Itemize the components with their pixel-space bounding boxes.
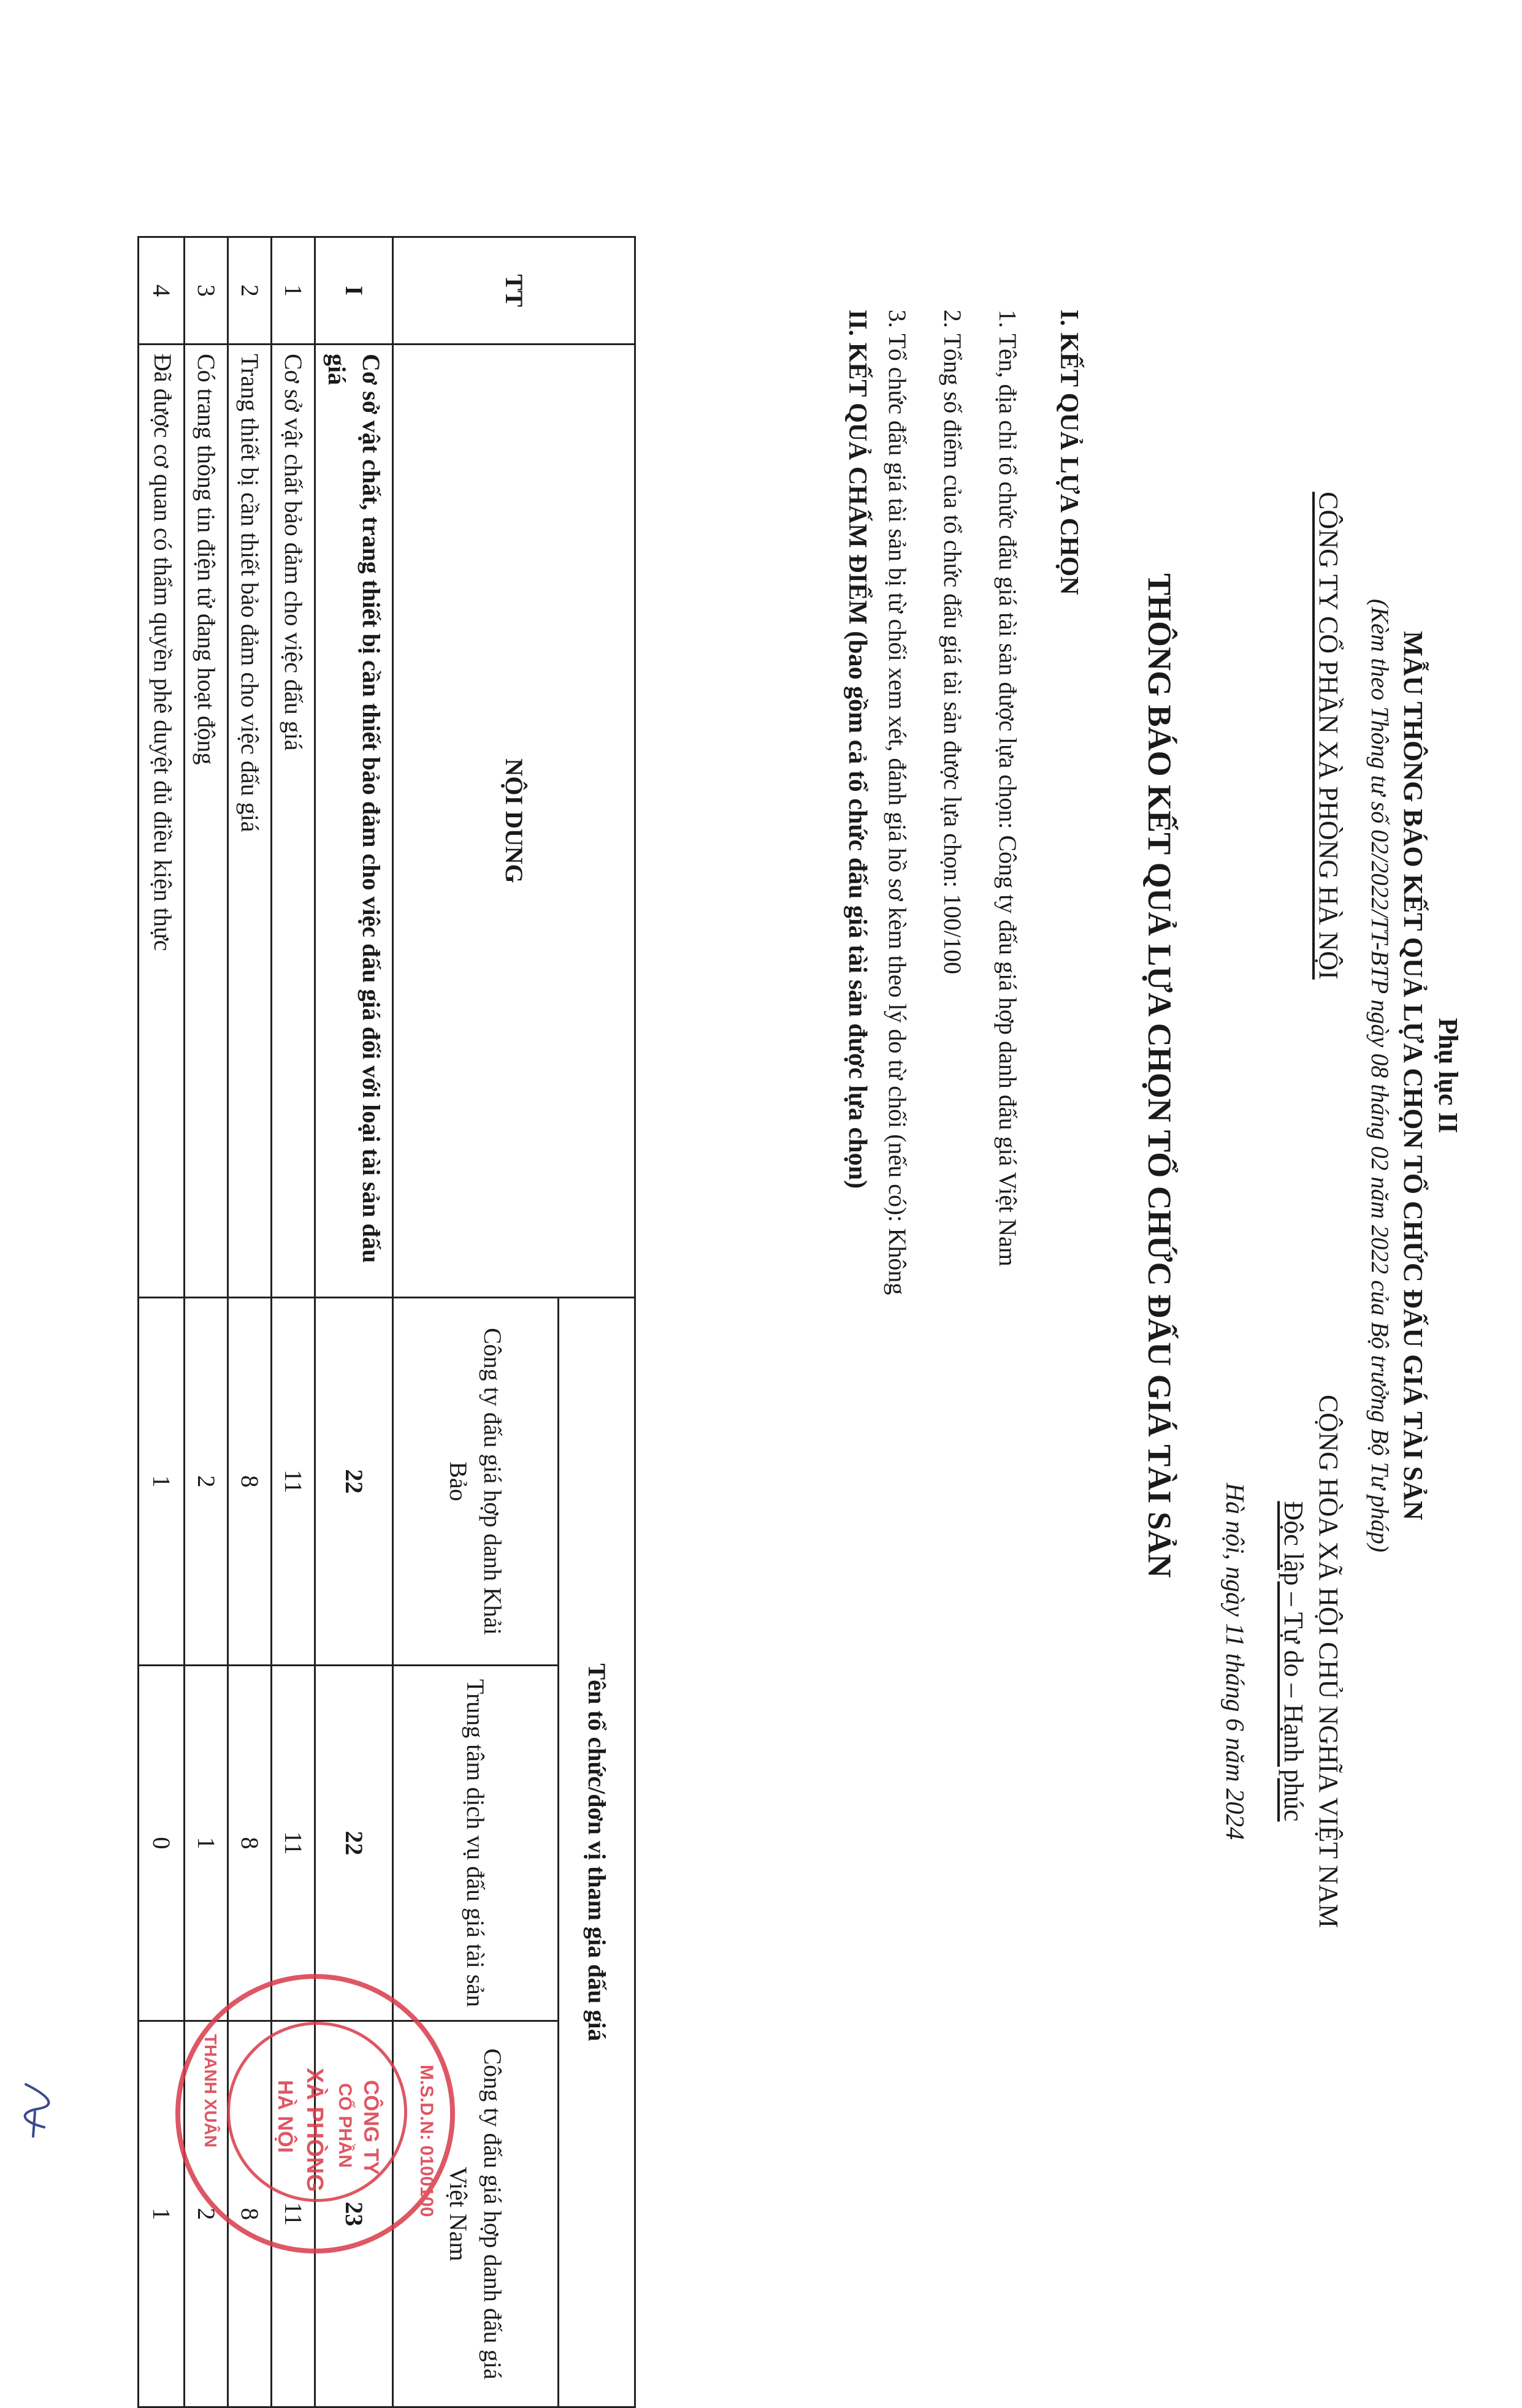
row-tt: 3 [185,237,228,345]
section1-item-3: 3. Tổ chức đấu giá tài sản bị từ chối xem xét, đánh giá hồ sơ kèm theo lý do từ chối (nếu có): Không [884,310,911,1295]
row-score-1: 2 [185,1298,228,1666]
row-tt: I [315,237,393,345]
seal-mid3: HÀ NỘI [273,2080,297,2153]
row-score-3: 2 [185,2021,228,2407]
row-tt: 1 [272,237,315,345]
form-title: MẪU THÔNG BÁO KẾT QUẢ LỰA CHỌN TỔ CHỨC ĐẤU GIÁ TÀI SẢN [1398,631,1428,1520]
row-score-1: 22 [315,1298,393,1666]
row-content: Có trang thông tin điện tử đang hoạt động [185,345,228,1298]
company-seal [175,1974,455,2254]
section1-item-1: 1. Tên, địa chỉ tổ chức đấu giá tài sản được lựa chọn: Công ty đấu giá hợp danh đấu giá Việt Nam [994,310,1022,1267]
table-row [139,237,185,2407]
form-subtitle: (Kèm theo Thông tư số 02/2022/TT-BTP ngày 08 tháng 02 năm 2022 của Bộ trưởng Bộ Tư pháp) [1366,598,1394,1553]
section1-item-2: 2. Tổng số điểm của tổ chức đấu giá tài sản được lựa chọn: 100/100 [939,310,966,975]
seal-top: CÔNG TY [359,2080,383,2175]
header-org-2: Trung tâm dịch vụ đấu giá tài sản [393,1666,559,2021]
row-score-3: 1 [139,2021,185,2407]
seal-code: M.S.D.N: 0100100 [416,2065,437,2217]
row-content: Cơ sở vật chất, trang thiết bị cần thiết bảo đảm cho việc đấu giá đối với loại tài sản đấu giá [315,345,393,1298]
seal-mid1: CỔ PHẦN [335,2083,355,2168]
row-score-2: 11 [272,1666,315,2021]
nation-header: CỘNG HÒA XÃ HỘI CHỦ NGHĨA VIỆT NAM [1314,1395,1344,1928]
row-score-2: 8 [228,1666,272,2021]
table-header-row [559,237,635,2407]
main-title: THÔNG BÁO KẾT QUẢ LỰA CHỌN TỔ CHỨC ĐẤU GIÁ TÀI SẢN [1141,573,1178,1578]
appendix-label: Phụ lục II [1433,1018,1463,1134]
row-score-3: 8 [228,2021,272,2407]
row-tt: 4 [139,237,185,345]
header-org-1: Công ty đấu giá hợp danh Khải Bảo [393,1298,559,1666]
header-org-group: Tên tổ chức/đơn vị tham gia đấu giá [559,1298,635,2407]
row-tt: 2 [228,237,272,345]
row-score-2: 0 [139,1666,185,2021]
motto: Độc lập – Tự do – Hạnh phúc [1279,1501,1309,1822]
header-org-3: Công ty đấu giá hợp danh đấu giá Việt Nam [393,2021,559,2407]
row-score-1: 11 [272,1298,315,1666]
row-content: Trang thiết bị cần thiết bảo đảm cho việc đấu giá [228,345,272,1298]
header-tt: TT [393,237,635,345]
section2-heading: II. KẾT QUẢ CHẤM ĐIỂM (bao gồm cả tổ chức đấu giá tài sản được lựa chọn) [843,310,871,1189]
row-score-1: 8 [228,1298,272,1666]
row-score-2: 22 [315,1666,393,2021]
header-content: NỘI DUNG [393,345,635,1298]
row-content: Đã được cơ quan có thẩm quyền phê duyệt đủ điều kiện thực [139,345,185,1298]
initials-signature [13,2078,63,2146]
section1-heading: I. KẾT QUẢ LỰA CHỌN [1055,310,1083,595]
row-score-2: 1 [185,1666,228,2021]
row-content: Cơ sở vật chất bảo đảm cho việc đấu giá [272,345,315,1298]
company-name: CÔNG TY CỔ PHẦN XÀ PHÒNG HÀ NỘI [1314,492,1344,980]
row-score-1: 1 [139,1298,185,1666]
row-score-3: 11 [272,2021,315,2407]
seal-mid2: XÀ PHÒNG [302,2068,327,2192]
date-line: Hà nội, ngày 11 tháng 6 năm 2024 [1220,1482,1249,1840]
row-score-3: 23 [315,2021,393,2407]
seal-district: THANH XUÂN [201,2034,220,2148]
